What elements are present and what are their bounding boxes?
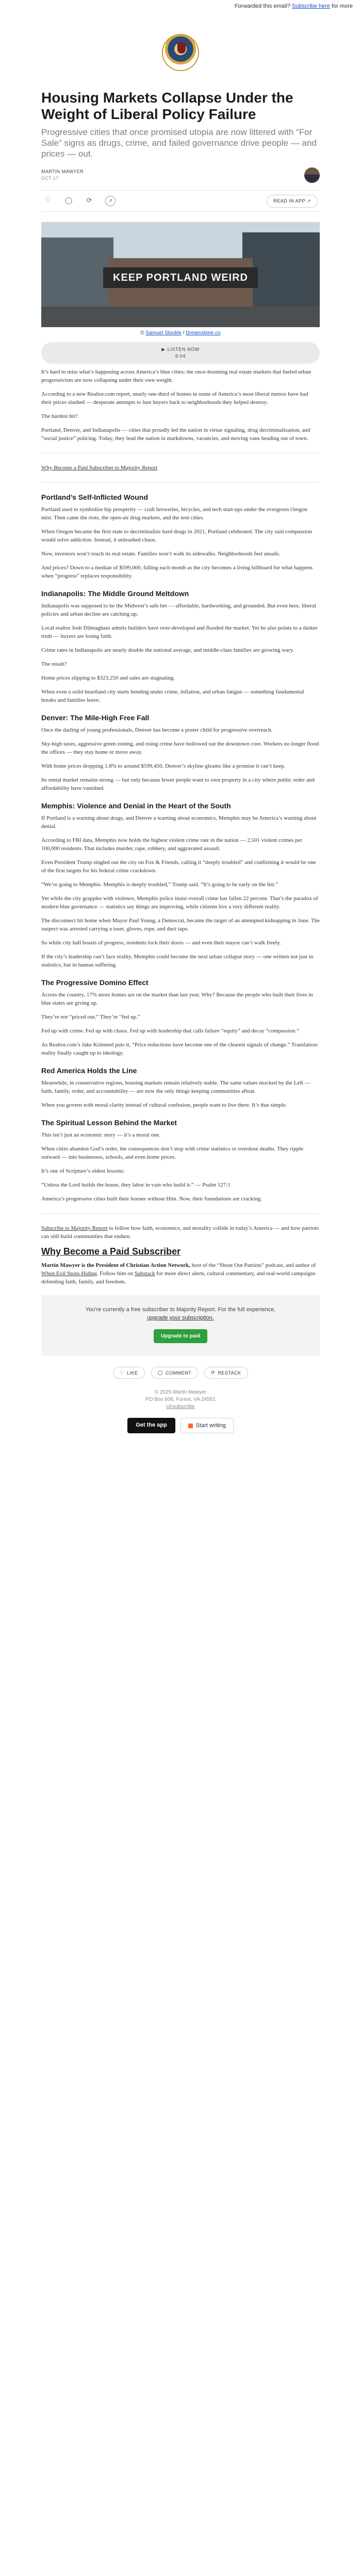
author-bio: Martin Mawyer is the President of Christian Action Network, host of the “Shout Out Patriots” podcast, and author of When Evil Stops Hiding. Follow him on Substack for more direct alerts, cultural commentary, and real-world campaigns defending faith, family, and freedom. bbox=[41, 1262, 316, 1285]
body-paragraph: According to a new Realtor.com report, nearly one-third of homes in some of America’s most liberal metros have had their prices slashed — desperate attempts to lure buyers back to neighborhoods they helped destroy. bbox=[41, 391, 308, 405]
listen-now-button[interactable]: ▶ LISTEN NOW 6:04 bbox=[41, 342, 320, 364]
body-paragraph: With home prices dropping 1.8% to around $599,450, Denver’s skyline gleams like a promise it can’t keep. bbox=[41, 763, 286, 769]
listen-duration: 6:04 bbox=[175, 353, 186, 359]
body-paragraph: Home prices slipping to $323,250 and sales are stagnating. bbox=[41, 675, 175, 681]
forward-banner: Forwarded this email? Subscribe here for more bbox=[234, 3, 353, 9]
body-paragraph: If Portland is a warning about drugs, and Denver a warning about economics, Memphis may be America’s warning about denial. bbox=[41, 815, 317, 829]
author-avatar[interactable] bbox=[304, 167, 320, 183]
body-paragraph: Fed up with crime. Fed up with chaos. Fed up with leadership that calls failure “equity” and decay “compassion.” bbox=[41, 1028, 300, 1034]
restack-icon: ⟳ bbox=[211, 1370, 216, 1375]
subscribe-here-link[interactable]: Subscribe here bbox=[291, 3, 330, 9]
paid-subscriber-heading bbox=[41, 1246, 320, 1257]
body-paragraph: According to FBI data, Memphis now holds the highest violent crime rate in the nation — 2,501 violent crimes per 100,000 residents. That includes murder, rape, robbery, and aggravated assault. bbox=[41, 837, 303, 852]
section-heading: Memphis: Violence and Denial in the Heart of the South bbox=[41, 802, 231, 810]
share-icon[interactable]: ↗ bbox=[105, 196, 116, 206]
body-paragraph: They’re not “priced out.” They’re “fed up.” bbox=[41, 1014, 140, 1020]
body-paragraph: Its rental market remains strong — but only because fewer people want to own property in a city where public order and affordability have vanished. bbox=[41, 777, 315, 791]
post-body bbox=[41, 368, 320, 1286]
restack-button[interactable]: ⟳ RESTACK bbox=[204, 1367, 248, 1379]
body-paragraph: “Unless the Lord builds the house, they labor in vain who build it.” — Psalm 127:1 bbox=[41, 1182, 231, 1188]
credit-author-link[interactable]: Samuel Stockle bbox=[145, 330, 182, 336]
subscribe-majority-link[interactable]: Subscribe to Majority Report bbox=[41, 1225, 108, 1231]
body-paragraph: The hardest hit? bbox=[41, 413, 78, 419]
post-action-bar bbox=[41, 190, 320, 212]
why-paid-link[interactable]: Why Become a Paid Subscriber to Majority Report bbox=[41, 465, 158, 471]
body-paragraph: The disconnect hit home when Mayor Paul Young, a Democrat, became the target of an attempted kidnapping in June. The suspect was arrested carrying a taser, gloves, rope, and duct tape. bbox=[41, 918, 320, 932]
body-paragraph: It’s hard to miss what’s happening across America’s blue cities: the once-booming real estate markets that fueled urban progressivism are now collapsing under their own weight. bbox=[41, 369, 311, 383]
substack-link[interactable]: Substack bbox=[134, 1270, 155, 1277]
get-the-app-button[interactable]: Get the app bbox=[127, 1418, 175, 1433]
body-paragraph: Once the darling of young professionals, Denver has become a poster child for progressive overreach. bbox=[41, 727, 273, 733]
hero-sign-text: KEEP PORTLAND WEIRD bbox=[103, 267, 258, 288]
body-paragraph: This isn’t just an economic story — it’s a moral one. bbox=[41, 1132, 161, 1138]
body-paragraph: The result? bbox=[41, 661, 67, 667]
upgrade-subscription-link[interactable]: upgrade your subscription. bbox=[147, 1315, 214, 1321]
section-heading: Portland’s Self-Inflicted Wound bbox=[41, 493, 148, 501]
author-name[interactable]: MARTIN MAWYER bbox=[41, 169, 84, 174]
body-paragraph: Portland used to symbolize hip prosperity — craft breweries, bicycles, and tech start-ups under the evergreen Oregon mist. Then came the riots, the open-air drug markets, and the tent cities. bbox=[41, 506, 308, 521]
body-paragraph: As Realtor.com’s Jake Krimmel puts it, “Price reductions have become one of the clearest signals of change.” Translation: reality finally caught up to ideology. bbox=[41, 1042, 319, 1056]
start-writing-button[interactable]: Start writing bbox=[180, 1418, 234, 1433]
body-paragraph: “We’re going to Memphis. Memphis is deeply troubled,” Trump said. “It’s going to be early on the list.” bbox=[41, 882, 278, 888]
post-date: OCT 17 bbox=[41, 176, 59, 181]
body-paragraph: Local realtor Josh Dilmaghani admits builders have over-developed and flooded the market. Yet he also points to a darker truth — buyers are losing faith. bbox=[41, 625, 318, 639]
section-heading: The Spiritual Lesson Behind the Market bbox=[41, 1118, 177, 1127]
body-paragraph: So while city hall boasts of progress, residents lock their doors — and even their mayor can’t walk freely. bbox=[41, 940, 281, 946]
section-heading: The Progressive Domino Effect bbox=[41, 978, 149, 987]
why-become-paid-link[interactable]: Why Become a Paid Subscriber bbox=[41, 1246, 181, 1257]
comment-button[interactable]: ◯ COMMENT bbox=[151, 1367, 199, 1379]
body-paragraph: Even President Trump singled out the city on Fox & Friends, calling it “deeply troubled” and confirming it would be one of the first targets for his federal crime crackdown. bbox=[41, 859, 316, 874]
arrow-icon: ↗ bbox=[306, 198, 311, 204]
section-heading: Indianapolis: The Middle Ground Meltdown bbox=[41, 589, 189, 598]
post-subtitle: Progressive cities that once promised utopia are now littered with “For Sale” signs as drugs, crime, and failed governance drive people — and prices — out. bbox=[41, 127, 317, 159]
body-paragraph: Across the country, 17% more homes are on the market than last year. Why? Because the people who built their lives in blue states are giving up. bbox=[41, 992, 313, 1006]
body-paragraph: Meanwhile, in conservative regions, housing markets remain relatively stable. The same values mocked by the Left — faith, family, order, and accountability — are now the only things keeping communities afloat. bbox=[41, 1080, 310, 1094]
body-paragraph: And prices? Down to a median of $599,000, falling each month as the city becomes a living billboard for what happens when “progress” replaces responsibility. bbox=[41, 565, 313, 579]
book-link[interactable]: When Evil Stops Hiding bbox=[41, 1270, 97, 1277]
image-credit: © Samuel Stockle / Dreamstime.co bbox=[140, 330, 221, 336]
email-footer: © 2025 Martin Mawyer PO Box 606, Forest, VA 24551 Unsubscribe bbox=[145, 1389, 216, 1410]
body-paragraph: Now, investors won’t touch its real estate. Families won’t walk its sidewalks. Neighborhoods feel unsafe. bbox=[41, 551, 281, 557]
comment-icon[interactable]: ◯ bbox=[64, 196, 73, 205]
footer-actions bbox=[41, 1367, 320, 1379]
body-paragraph: Portland, Denver, and Indianapolis — cities that proudly led the nation in virtue signaling, drug decriminalization, and “social justice” policing. Today, they lead the nation in markdowns, vacancies, and moving vans heading out of town. bbox=[41, 427, 310, 442]
restack-icon[interactable]: ⟳ bbox=[86, 196, 92, 205]
body-paragraph: Crime rates in Indianapolis are nearly double the national average, and middle-class families are growing wary. bbox=[41, 647, 294, 653]
read-in-app-button[interactable]: READ IN APP ↗ bbox=[267, 195, 318, 208]
hero-image[interactable] bbox=[41, 222, 320, 327]
upgrade-box: You’re currently a free subscriber to Majority Report. For the full experience, upgrade your subscription. Upgrade to paid bbox=[41, 1295, 320, 1355]
masthead-seal-icon[interactable] bbox=[162, 34, 199, 71]
post-title[interactable]: Housing Markets Collapse Under the Weight of Liberal Policy Failure bbox=[41, 90, 293, 122]
heart-icon[interactable]: ♡ bbox=[45, 196, 51, 205]
body-paragraph: Sky-high taxes, aggressive green zoning, and rising crime have hollowed out the downtown core. Workers no longer flood the offices — they stay home or move away. bbox=[41, 741, 319, 755]
like-button[interactable]: ♡ LIKE bbox=[113, 1367, 144, 1379]
comment-icon: ◯ bbox=[157, 1370, 163, 1375]
credit-site-link[interactable]: Dreamstime.co bbox=[186, 330, 221, 336]
body-paragraph: America’s progressive cities built their houses without Him. Now, their foundations are cracking. bbox=[41, 1196, 262, 1202]
body-paragraph: When cities abandon God’s order, the consequences don’t stop with crime statistics or overdose deaths. They ripple outward — into businesses, schools, and even home prices. bbox=[41, 1146, 304, 1160]
body-paragraph: It’s one of Scripture’s oldest lessons: bbox=[41, 1168, 125, 1174]
upgrade-to-paid-button[interactable]: Upgrade to paid bbox=[154, 1329, 207, 1343]
app-buttons bbox=[41, 1418, 320, 1437]
body-paragraph: Indianapolis was supposed to be the Midwest’s safe bet — affordable, hardworking, and grounded. But even here, liberal policies and urban decline are catching up. bbox=[41, 603, 316, 617]
play-icon: ▶ bbox=[161, 347, 166, 352]
body-paragraph: When Oregon became the first state to decriminalize hard drugs in 2021, Portland celebrated. The city said compassion would solve addiction. Instead, it unleashed chaos. bbox=[41, 529, 312, 543]
unsubscribe-link[interactable]: Unsubscribe bbox=[166, 1404, 195, 1410]
heart-icon: ♡ bbox=[120, 1370, 125, 1375]
section-heading: Red America Holds the Line bbox=[41, 1066, 137, 1075]
body-paragraph: If the city’s leadership can’t face reality, Memphis could become the next urban collapse story — one written not just in statistics, but in human suffering. bbox=[41, 954, 314, 968]
body-paragraph: Yet while the city grapples with violence, Memphis police insist overall crime has fallen 22 percent. That’s the paradox of modern blue governance — statistics say things are improving, while citizens live a very different reality. bbox=[41, 895, 318, 910]
body-paragraph: When you govern with moral clarity instead of cultural confusion, people want to live there. It’s that simple. bbox=[41, 1102, 287, 1108]
closing-paragraph: Subscribe to Majority Report to follow how faith, economics, and morality collide in today’s America — and how patriots can still build communities that endure. bbox=[41, 1225, 319, 1240]
section-heading: Denver: The Mile-High Free Fall bbox=[41, 714, 150, 722]
substack-logo-icon bbox=[188, 1423, 193, 1428]
byline bbox=[41, 167, 320, 183]
body-paragraph: When even a solid heartland city starts bending under crime, inflation, and urban fatigue — something fundamental breaks and families leave. bbox=[41, 689, 304, 703]
